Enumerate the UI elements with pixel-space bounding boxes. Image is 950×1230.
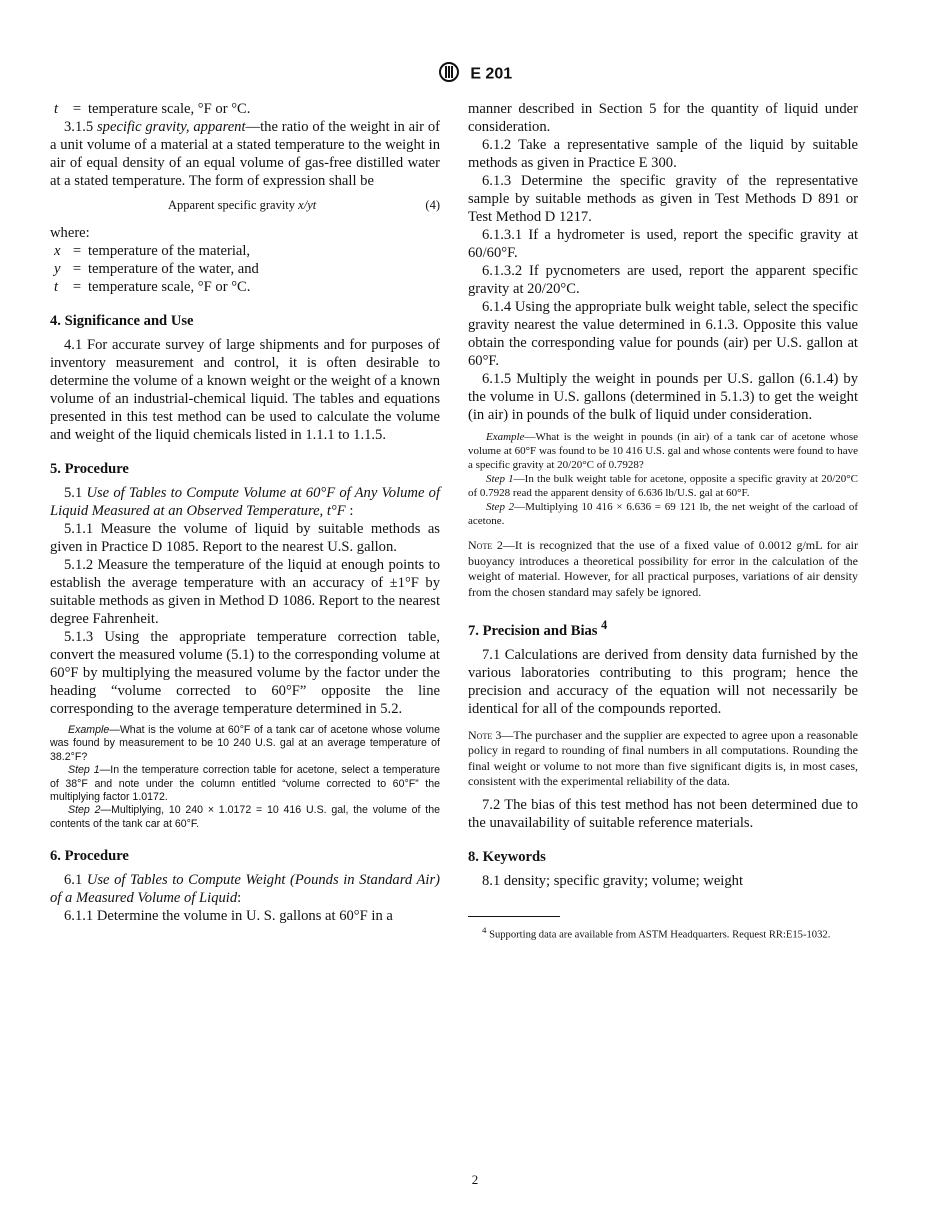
section-7-heading: 7. Precision and Bias $^4$ xyxy=(468,618,608,639)
note-2: Note 2—It is recognized that the use of a fixed value of 0.0012 g/mL for air buoyancy introduces a theoretical possibility for error in the calculation of the weight of material. However, for all practical purposes, variations of air density from the chosen standard may safely be ignored. xyxy=(468,538,858,599)
paragraph-5-1-1: 5.1.1 Measure the volume of liquid by suitable methods as given in Practice D 1085. Report to the nearest U.S. gallon. xyxy=(50,521,440,555)
section-8-heading: 8. Keywords xyxy=(468,848,546,865)
variable-definition: x = temperature of the material, xyxy=(54,243,251,259)
footnote-ref: 4 xyxy=(601,618,608,632)
paragraph-6-1-4: 6.1.4 Using the appropriate bulk weight table, select the specific gravity nearest the value determined in 6.1.3. Opposite this value obtain the corresponding value for pounds (air) per U.S. gallon at 60°F. xyxy=(468,299,858,369)
note-3: Note 3—The purchaser and the supplier are expected to agree upon a reasonable policy in regard to rounding of final numbers in all computations. Rounding the final weight or volume to not more than five significant digits is, in most cases, consistent with the experimental reliability of the data. xyxy=(468,727,858,789)
paragraph-3-1-5: 3.1.5 specific gravity, apparent—the ratio of the weight in air of a unit volume of a material at a stated temperature to the weight in air of equal density of an equal volume of gas-free distilled water at a stated temperature. The form of expression shall be xyxy=(50,119,440,189)
footnote-divider xyxy=(468,916,560,917)
paragraph-6-1-2: 6.1.2 Take a representative sample of the liquid by suitable methods as given in Practice E 300. xyxy=(468,137,858,171)
paragraph-7-1: 7.1 Calculations are derived from density data furnished by the various laboratories contributing to this program; hence the precision and accuracy of the equation will not necessarily be identical for all of the compounds reported. xyxy=(468,646,858,717)
section-6-heading: 6. Procedure xyxy=(50,848,129,865)
page-header xyxy=(0,62,950,87)
page-number: 2 xyxy=(471,1172,479,1187)
paragraph-7-2: 7.2 The bias of this test method has not been determined due to the unavailability of suitable reference materials. xyxy=(468,796,858,831)
paragraph-4-1: 4.1 For accurate survey of large shipments and for purposes of inventory measurement and control, it is often desirable to determine the volume of a known weight or the weight of a known volume of an industrial-chemical liquid. The tables and equations presented in this test method can be used to calculate the volume and weight of the liquid chemicals listed in 1.1.1 to 1.1.5. xyxy=(50,337,440,443)
where-label: where: xyxy=(50,225,90,241)
right-column xyxy=(468,100,858,942)
paragraph-5-1: 5.1 Use of Tables to Compute Volume at 60°F of Any Volume of Liquid Measured at an Observed Temperature, t°F : xyxy=(50,485,440,519)
paragraph-6-1-3-2: 6.1.3.2 If pycnometers are used, report the apparent specific gravity at 20/20°C. xyxy=(468,263,858,297)
document-designation: E 201 xyxy=(470,65,513,83)
paragraph-6-1-3: 6.1.3 Determine the specific gravity of the representative sample by suitable methods as given in Test Methods D 891 or Test Method D 1217. xyxy=(468,173,858,225)
left-column xyxy=(50,100,440,925)
variable-definition: y = temperature of the water, and xyxy=(54,261,259,277)
t-definition: t = temperature scale, °F or °C. xyxy=(54,101,251,117)
equation-4: Apparent specific gravity x/yt (4) xyxy=(168,198,440,212)
paragraph-6-1: 6.1 Use of Tables to Compute Weight (Pounds in Standard Air) of a Measured Volume of Liquid: xyxy=(50,872,440,907)
paragraph-5-1-2: 5.1.2 Measure the temperature of the liquid at enough points to establish the average temperature with an accuracy of ±1°F by suitable methods as given in Method D 1086. Report to the nearest degree Fahrenheit. xyxy=(50,557,440,627)
example-volume: Example—What is the volume at 60°F of a tank car of acetone whose volume was found by measurement to be 10 240 U.S. gal at an average temperature of 38.2°F? Step 1—In the temperature correction table for acetone, select a temperature of 38°F and note under the column entitled “volume corrected to 60°F” the multiplying factor 1.0172. Step 2—Multiplying, 10 240 × 1.0172 = 10 416 U.S. gal, the volume of the contents of the tank car at 60°F. xyxy=(50,724,440,830)
section-5-heading: 5. Procedure xyxy=(50,461,129,477)
example-weight: Example—What is the weight in pounds (in air) of a tank car of acetone whose volume at 60°F was found to be 10 416 U.S. gal and whose contents were found to have a specific gravity at 20/20°C of 0.7928? Step 1—In the bulk weight table for acetone, opposite a specific gravity at 20/20°C of 0.7928 read the apparent density of 6.636 lb/U.S. gal at 60°F. Step 2—Multiplying 10 416 × 6.636 = 69 121 lb, the net weight of the carload of acetone. xyxy=(468,431,858,527)
paragraph-6-1-3-1: 6.1.3.1 If a hydrometer is used, report the specific gravity at 60/60°F. xyxy=(468,227,858,261)
astm-logo-icon xyxy=(438,62,460,87)
section-4-heading: 4. Significance and Use xyxy=(50,313,194,329)
paragraph-6-1-5: 6.1.5 Multiply the weight in pounds per U.S. gallon (6.1.4) by the volume in U.S. gallons (determined in 5.1.3) to get the weight (in air) in pounds of the bulk of liquid under consideration. xyxy=(468,371,858,423)
paragraph-8-1: 8.1 density; specific gravity; volume; weight xyxy=(482,872,744,889)
paragraph-6-1-1: 6.1.1 Determine the volume in U. S. gallons at 60°F in a xyxy=(64,908,393,925)
paragraph-6-1-1-continued: manner described in Section 5 for the quantity of liquid under consideration. xyxy=(468,101,858,135)
footnote-4: $^4$ Supporting data are available from ASTM Headquarters. Request RR:E15-1032. xyxy=(482,924,831,941)
paragraph-5-1-3: 5.1.3 Using the appropriate temperature correction table, convert the measured volume (5.1) to the corresponding volume at 60°F by multiplying the measured volume by the factor under the heading “volume corrected to 60°F” opposite the line corresponding to the average temperature determined in 5.2. xyxy=(50,629,440,717)
variable-definition: t = temperature scale, °F or °C. xyxy=(54,279,251,295)
